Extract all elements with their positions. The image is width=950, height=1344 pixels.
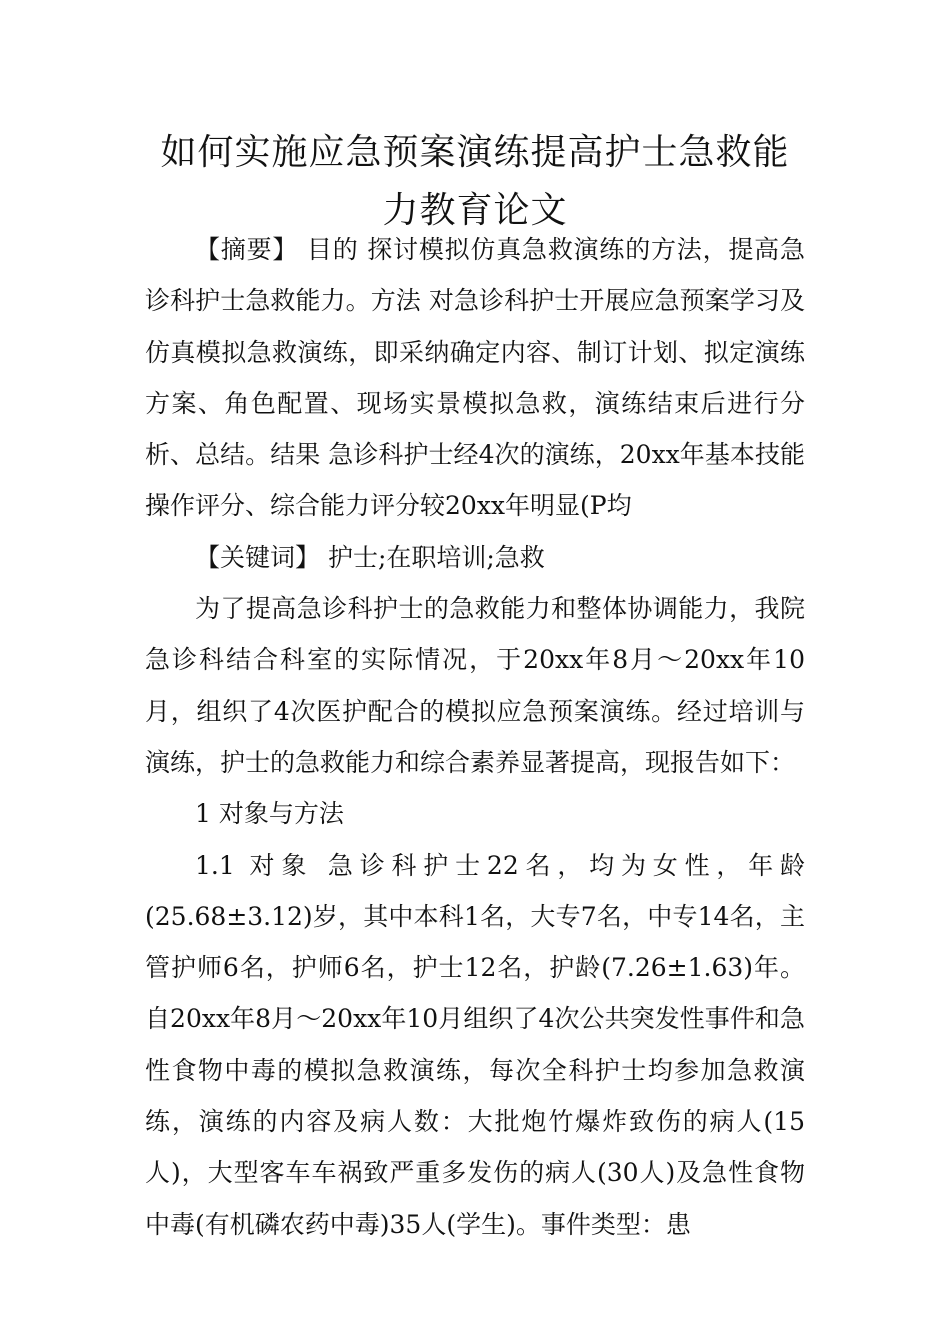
keywords-text: 护士;在职培训;急救 <box>320 542 545 572</box>
abstract-paragraph <box>145 224 805 532</box>
keywords-label: 【关键词】 <box>195 542 321 572</box>
abstract-text: 目的 探讨模拟仿真急救演练的方法，提高急诊科护士急救能力。方法 对急诊科护士开展应急预案学习及仿真模拟急救演练，即采纳确定内容、制订计划、拟定演练方案、角色配置、现场实景模拟急救，演练结束后进行分析、总结。结果 急诊科护士经4次的演练，20xx年基本技能操作评分、综合能力评分较20xx年明显(P均 <box>145 235 805 521</box>
document-body <box>145 224 805 1250</box>
abstract-label: 【摘要】 <box>195 235 299 264</box>
keywords-paragraph <box>145 532 805 583</box>
intro-paragraph: 为了提高急诊科护士的急救能力和整体协调能力，我院急诊科结合科室的实际情况，于20xx年8月～20xx年10月，组织了4次医护配合的模拟应急预案演练。经过培训与演练，护士的急救能力和综合素养显著提高，现报告如下： <box>145 594 805 777</box>
section-1-1-paragraph: 1.1 对象 急诊科护士22名，均为女性，年龄(25.68±3.12)岁，其中本科1名，大专7名，中专14名，主管护师6名，护师6名，护士12名，护龄(7.26±1.63)年。自20xx年8月～20xx年10月组织了4次公共突发性事件和急性食物中毒的模拟急救演练，每次全科护士均参加急救演练，演练的内容及病人数：大批炮竹爆炸致伤的病人(15人)，大型客车车祸致严重多发伤的病人(30人)及急性食物中毒(有机磷农药中毒)35人(学生)。事件类型：患 <box>145 850 805 1239</box>
document-title: 如何实施应急预案演练提高护士急救能力教育论文 <box>160 132 790 231</box>
section-heading: 1 对象与方法 <box>195 799 344 829</box>
